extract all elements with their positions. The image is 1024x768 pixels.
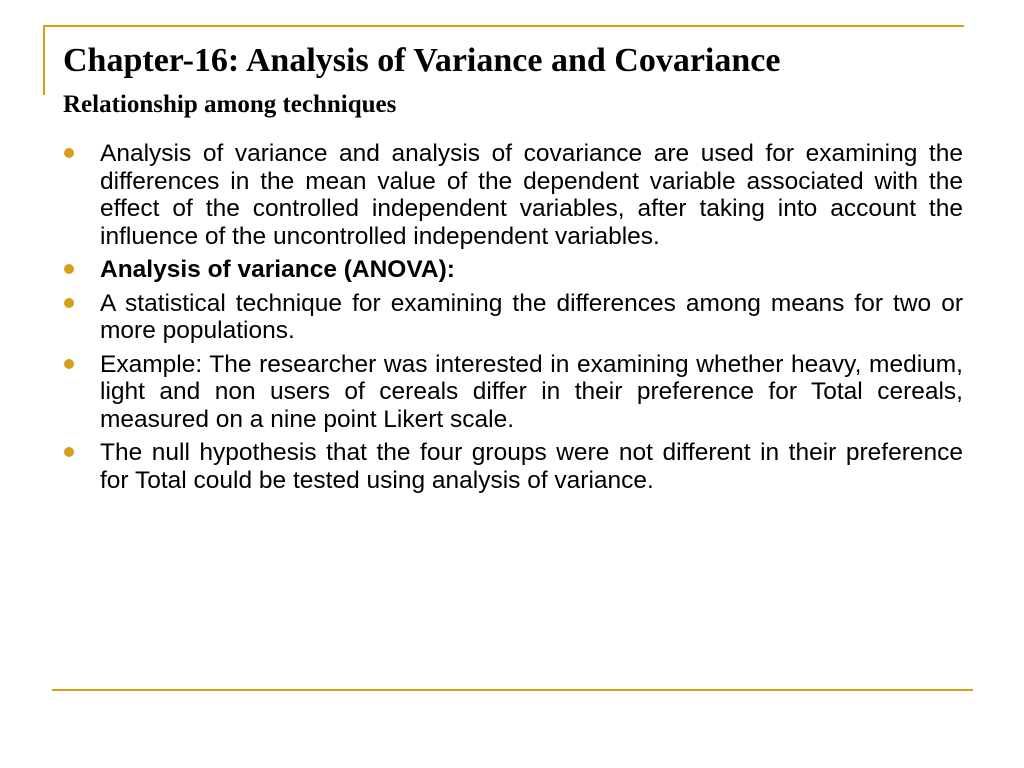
slide-frame-top-border xyxy=(43,25,964,27)
bullet-dot-icon xyxy=(64,298,74,308)
bullet-item xyxy=(63,351,963,434)
bullet-text: Analysis of variance and analysis of covariance are used for examining the differences in the mean value of the dependent variable associated with the effect of the controlled independent variables, after taking into account the influence of the uncontrolled independent variables. xyxy=(100,140,963,250)
bullet-text: A statistical technique for examining the differences among means for two or more populations. xyxy=(100,289,963,344)
slide-frame-left-border xyxy=(43,25,45,95)
bullet-dot-icon xyxy=(64,148,74,158)
bullet-text: The null hypothesis that the four groups were not different in their preference for Total could be tested using analysis of variance. xyxy=(100,439,963,494)
bullet-dot-icon xyxy=(64,447,74,457)
bullet-item xyxy=(63,256,963,284)
bullet-text: Example: The researcher was interested in examining whether heavy, medium, light and non users of cereals differ in their preference for Total cereals, measured on a nine point Likert scale. xyxy=(100,350,963,433)
bullet-dot-icon xyxy=(64,264,74,274)
bullet-text-heading: Analysis of variance (ANOVA): xyxy=(100,256,455,283)
bullet-item xyxy=(63,439,963,494)
bullet-item xyxy=(63,290,963,345)
slide-title: Chapter-16: Analysis of Variance and Covariance xyxy=(63,42,781,79)
slide-subtitle: Relationship among techniques xyxy=(63,91,397,118)
bullet-list xyxy=(63,140,963,500)
slide-frame-bottom-border xyxy=(52,689,973,691)
bullet-dot-icon xyxy=(64,359,74,369)
bullet-item xyxy=(63,140,963,250)
